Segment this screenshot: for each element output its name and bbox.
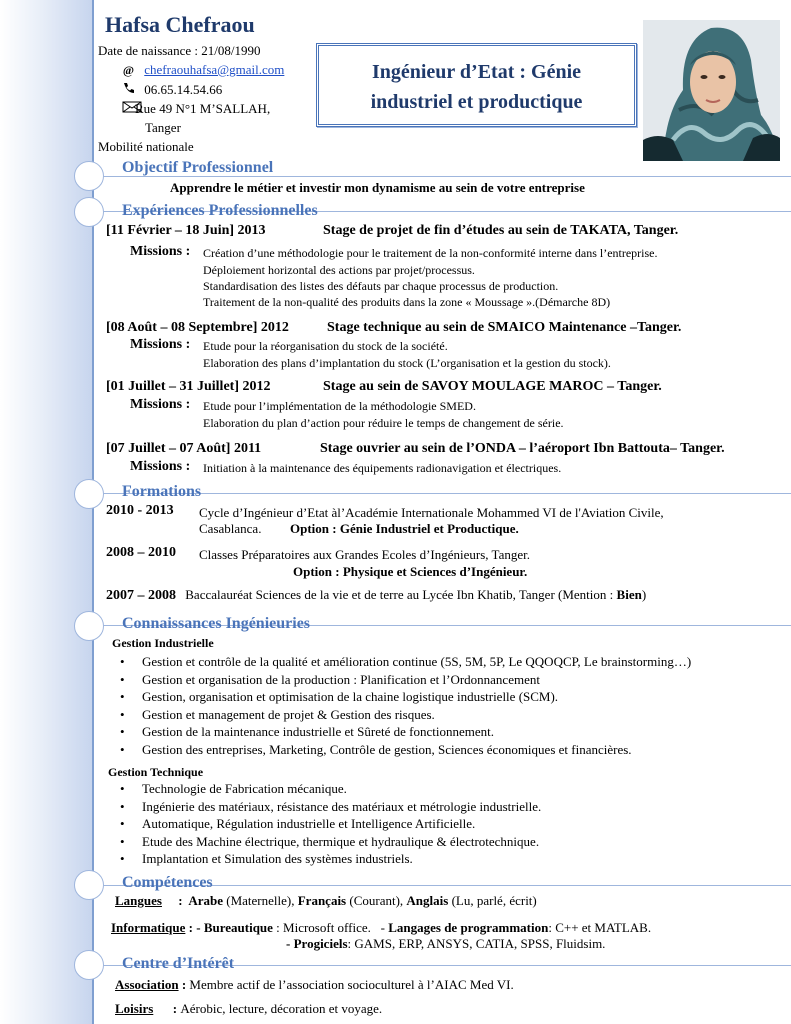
experience-title: Stage au sein de SAVOY MOULAGE MAROC – Tanger. [323,379,662,394]
mission-item: Création d’une méthodologie pour le traitement de la non-conformité interne dans l’entreprise. [203,246,658,260]
progiciels-prefix: - [286,936,294,951]
experience-dates: [01 Juillet – 31 Juillet] 2012 [106,379,271,394]
formation-text: Baccalauréat Sciences de la vie et de terre au Lycée Ibn Khatib, Tanger (Mention : [185,587,617,602]
list-item: • Gestion et contrôle de la qualité et amélioration continue (5S, 5M, 5P, Le QQOQCP, Le brainstorming…) [117,653,691,671]
mission-item: Elaboration des plans d’implantation du stock (L’organisation et la gestion du stock). [203,356,611,370]
formation-close: ) [641,587,647,602]
job-title-line1: Ingénieur d’Etat : Génie [371,61,582,83]
section-heading-connaissances: Connaissances Ingénieuries [122,615,311,632]
envelope-icon [122,101,135,117]
mission-item: Traitement de la non-qualité des produits dans la zone « Moussage ».(Démarche 8D) [203,295,611,309]
list-item: • Etude des Machine électrique, thermique et hydraulique & électrotechnique. [117,833,541,851]
langue-anglais-level: (Lu, parlé, écrit) [448,893,537,908]
progiciels-label: Progiciels [293,936,348,951]
langue-francais: Français [297,893,347,908]
formation-row [106,587,646,604]
progiciels-value: : GAMS, ERP, ANSYS, CATIA, SPSS, Fluidsim. [347,936,606,951]
progiciels-row [286,936,605,952]
langue-arabe: Arabe [188,893,224,908]
phone-row [122,82,222,98]
formation-text: Classes Préparatoires aux Grandes Ecoles d’Ingénieurs, Tanger. [199,547,530,562]
address-line2: Tanger [145,120,181,135]
mobility: Mobilité nationale [98,139,194,154]
formation-years: 2008 – 2010 [106,545,176,560]
section-bullet-circle [74,479,104,509]
missions-label: Missions : [130,244,191,259]
list-item: • Automatique, Régulation industrielle et Intelligence Artificielle. [117,815,541,833]
section-heading-competences: Compétences [122,874,213,891]
phone-icon [122,82,135,98]
formation-mention: Bien [616,587,642,602]
association-value: Membre actif de l’association socioculturel à l’AIAC Med VI. [189,977,514,992]
objectif-text: Apprendre le métier et investir mon dynamisme au sein de votre entreprise [170,180,585,195]
missions-label: Missions : [130,459,191,474]
langue-francais-level: (Courant), [346,893,407,908]
langues-sep: : [161,893,189,908]
loisirs-label: Loisirs [115,1001,154,1016]
informatique-label: Informatique [111,920,186,935]
informatique-sep: : - [185,920,204,935]
langages-value: : C++ et MATLAB. [548,920,652,935]
gestion-technique-title: Gestion Technique [108,765,204,779]
mission-item: Elaboration du plan d’action pour réduire le temps de changement de série. [203,416,564,430]
section-bullet-circle [74,197,104,227]
langue-anglais: Anglais [406,893,449,908]
missions-label: Missions : [130,337,191,352]
langues-row [115,893,537,909]
list-item: • Gestion de la maintenance industrielle et Sûreté de fonctionnement. [117,723,691,741]
experience-dates: [08 Août – 08 Septembre] 2012 [106,320,289,335]
list-item: • Technologie de Fabrication mécanique. [117,780,541,798]
address-row [122,101,270,117]
list-item: • Gestion et organisation de la production : Planification et l’Ordonnancement [117,671,691,689]
email-row [122,62,284,78]
sidebar-gradient [0,0,92,1024]
association-label: Association [115,977,179,992]
email-link[interactable]: chefraouhafsa@gmail.com [144,62,285,77]
formation-text-cont: Casablanca. [199,521,262,536]
informatique-row [111,920,651,936]
formation-text: Cycle d’Ingénieur d’Etat àl’Académie Internationale Mohammed VI de l'Aviation Civile, [199,505,664,520]
mission-item: Initiation à la maintenance des équipements radionavigation et électriques. [203,461,562,475]
experience-title: Stage ouvrier au sein de l’ONDA – l’aéroport Ibn Battouta– Tanger. [320,441,725,456]
bureautique-label: Bureautique [203,920,273,935]
missions-label: Missions : [130,397,191,412]
section-heading-experiences: Expériences Professionnelles [122,202,318,219]
list-item: • Gestion, organisation et optimisation de la chaine logistique industrielle (SCM). [117,688,691,706]
job-title-box [316,43,637,127]
address-line1: Rue 49 N°1 M’SALLAH, [135,101,271,116]
experience-title: Stage de projet de fin d’études au sein de TAKATA, Tanger. [323,223,679,238]
section-heading-objectif: Objectif Professionnel [122,159,274,176]
mission-item: Déploiement horizontal des actions par projet/processus. [203,263,475,277]
formation-option: Option : Génie Industriel et Productique. [290,521,519,536]
association-sep: : [178,977,190,992]
section-bullet-circle [74,611,104,641]
profile-photo [643,20,780,161]
experience-title: Stage technique au sein de SMAICO Maintenance –Tanger. [327,320,682,335]
candidate-name: Hafsa Chefraou [105,12,255,37]
gestion-technique-list [117,780,541,868]
mission-item: Etude pour l’implémentation de la méthodologie SMED. [203,399,476,413]
experience-dates: [11 Février – 18 Juin] 2013 [106,223,266,238]
section-bullet-circle [74,161,104,191]
gestion-industrielle-title: Gestion Industrielle [112,636,214,650]
loisirs-row [115,1001,382,1017]
section-heading-formations: Formations [122,483,202,500]
association-row [115,977,514,993]
langues-label: Langues [115,893,162,908]
langages-label: Langages de programmation [388,920,549,935]
formation-option: Option : Physique et Sciences d’Ingénieur. [293,564,528,579]
at-icon: @ [122,63,135,77]
section-heading-interet: Centre d’Intérêt [122,955,235,972]
birth-date: Date de naissance : 21/08/1990 [98,43,261,58]
formation-years: 2007 – 2008 [106,588,176,603]
phone-number: 06.65.14.54.66 [144,82,223,97]
loisirs-value: Aérobic, lecture, décoration et voyage. [180,1001,383,1016]
list-item: • Implantation et Simulation des systèmes industriels. [117,850,541,868]
section-bullet-circle [74,870,104,900]
gestion-industrielle-list [117,653,691,758]
loisirs-sep: : [153,1001,181,1016]
section-bullet-circle [74,950,104,980]
experience-dates: [07 Juillet – 07 Août] 2011 [106,441,262,456]
mission-item: Standardisation des listes des défauts par chaque processus de production. [203,279,559,293]
mission-item: Etude pour la réorganisation du stock de la société. [203,339,448,353]
formation-years: 2010 - 2013 [106,503,174,518]
list-item: • Ingénierie des matériaux, résistance des matériaux et métrologie industrielle. [117,798,541,816]
list-item: • Gestion des entreprises, Marketing, Contrôle de gestion, Sciences économiques et financières. [117,741,691,759]
langue-arabe-level: (Maternelle), [223,893,298,908]
job-title-line2: industriel et productique [370,91,583,113]
bureautique-value: : Microsoft office. - [272,920,389,935]
list-item: • Gestion et management de projet & Gestion des risques. [117,706,691,724]
